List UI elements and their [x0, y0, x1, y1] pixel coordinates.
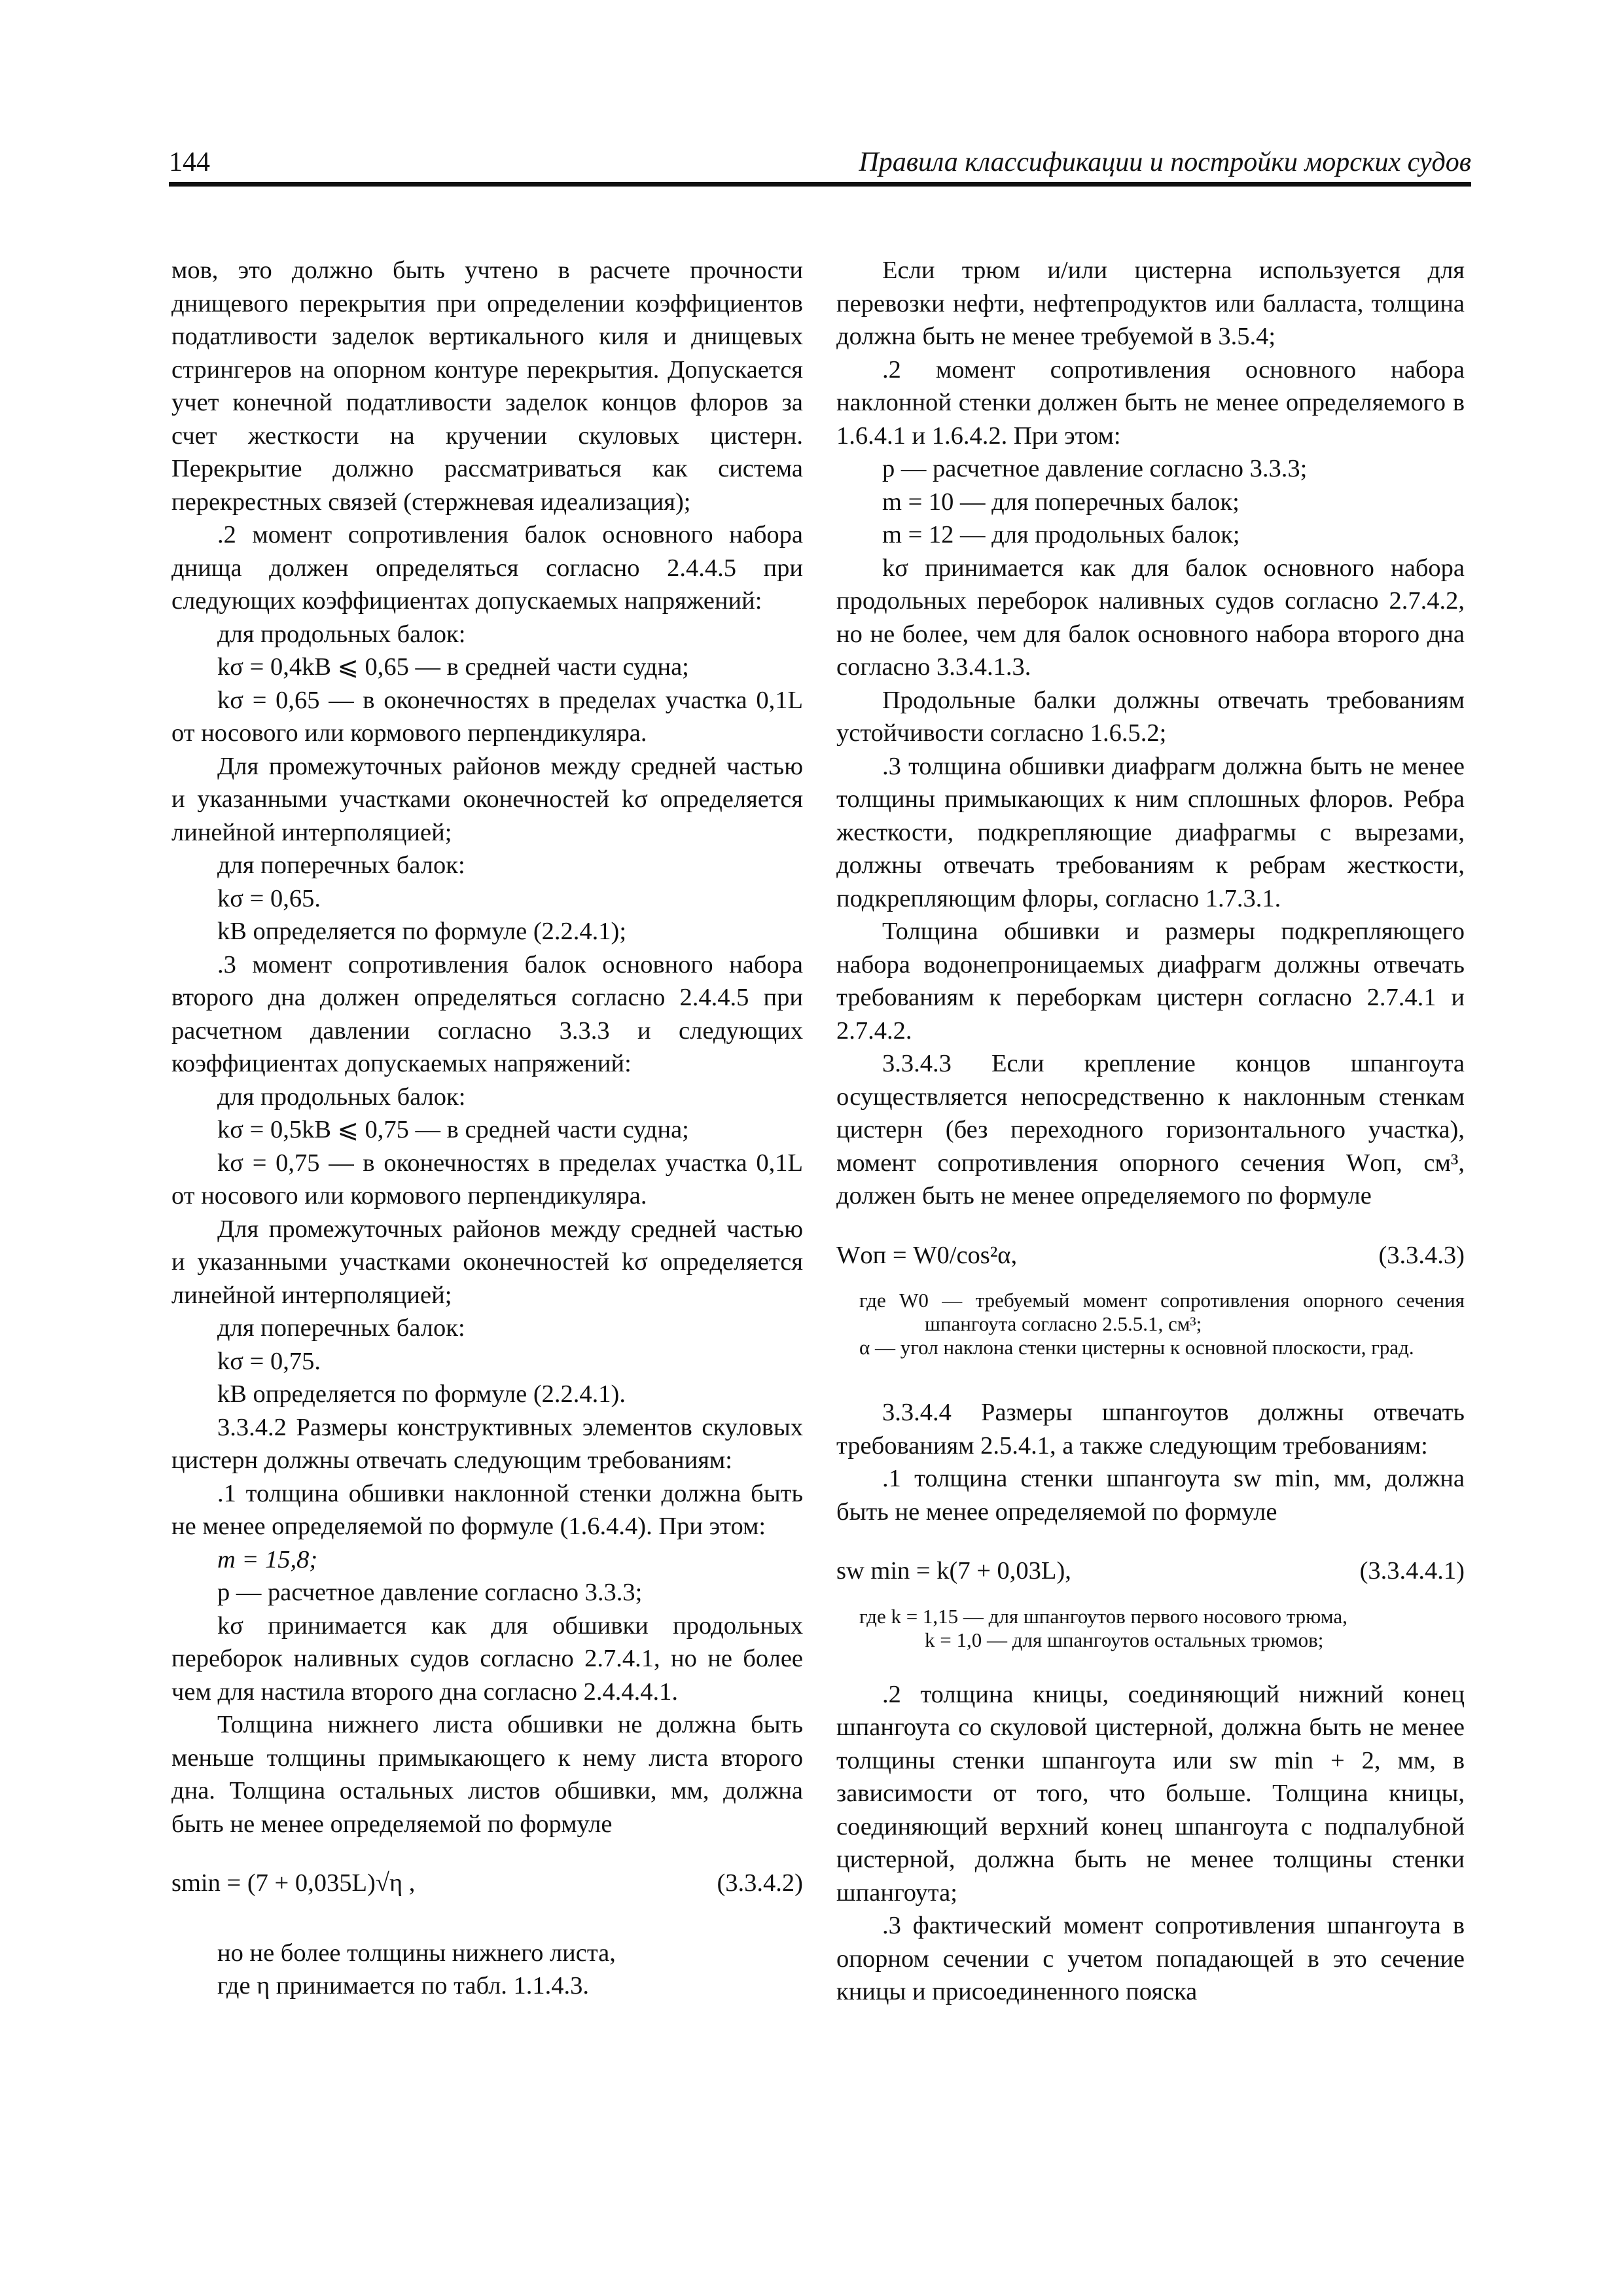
section-3-3-4-3: 3.3.4.3 Если крепление концов шпангоута осуществляется непосредственно к наклонным стенкам цистерн (без переходного горизонтального участка), момент сопротивления опорного сечения Wоп, см³, должен быть не менее определяемого по формуле	[836, 1050, 1465, 1210]
paragraph: kB определяется по формуле (2.2.4.1).	[217, 1380, 626, 1408]
paragraph: Для промежуточных районов между средней частью и указанными участками оконечностей kσ определяется линейной интерполяцией;	[171, 752, 803, 846]
paragraph: .2 момент сопротивления основного набора наклонной стенки должен быть не менее определяемого в 1.6.4.1 и 1.6.4.2. При этом:	[836, 355, 1465, 450]
paragraph: kσ принимается как для обшивки продольных переборок наливных судов согласно 2.7.4.1, но не более чем для настила второго дна согласно 2.4.4.4.1.	[171, 1611, 803, 1706]
formula-line: kσ = 0,65 — в оконечностях в пределах участка 0,1L от носового или кормового перпендикуляра.	[171, 686, 803, 747]
section-3-3-4-2: 3.3.4.2 Размеры конструктивных элементов скуловых цистерн должны отвечать следующим требованиям:	[171, 1413, 803, 1474]
paragraph: kB определяется по формуле (2.2.4.1);	[217, 918, 627, 945]
paragraph: .1 толщина обшивки наклонной стенки должна быть не менее определяемой по формуле (1.6.4.4). При этом:	[171, 1479, 803, 1540]
formula-line: m = 10 — для поперечных балок;	[882, 488, 1240, 516]
formula-line: kσ = 0,75.	[217, 1347, 321, 1375]
equation-note: α — угол наклона стенки цистерны к основной плоскости, град.	[859, 1336, 1414, 1359]
equation-note: где k = 1,15 — для шпангоутов первого носового трюма,	[859, 1604, 1347, 1628]
section-3-3-4-4: 3.3.4.4 Размеры шпангоутов должны отвечать требованиям 2.5.4.1, а также следующим требованиям:	[836, 1399, 1465, 1460]
paragraph: для продольных балок:	[217, 620, 466, 648]
equation-3-3-4-2	[171, 1867, 803, 1900]
page-number: 144	[169, 147, 210, 177]
paragraph: Для промежуточных районов между средней частью и указанными участками оконечностей kσ определяется линейной интерполяцией;	[171, 1215, 803, 1309]
paragraph: .3 момент сопротивления балок основного набора второго дна должен определяться согласно 2.4.4.5 при расчетном давлении согласно 3.3.3 и следующих коэффициентах допускаемых напряжений:	[171, 950, 803, 1077]
formula-line: m = 15,8;	[217, 1545, 318, 1573]
formula-line: kσ = 0,75 — в оконечностях в пределах участка 0,1L от носового или кормового перпендикуляра.	[171, 1149, 803, 1210]
formula-line: kσ = 0,4kB ⩽ 0,65 — в средней части судна;	[217, 653, 689, 681]
paragraph: kσ принимается как для балок основного набора продольных переборок наливных судов согласно 2.7.4.2, но не более, чем для балок основного набора второго дна согласно 3.3.4.1.3.	[836, 554, 1465, 681]
paragraph: для поперечных балок:	[217, 1314, 465, 1342]
formula-line: kσ = 0,5kB ⩽ 0,75 — в средней части судна;	[217, 1116, 689, 1143]
page-header	[169, 143, 1471, 187]
paragraph: для продольных балок:	[217, 1083, 466, 1111]
equation-body: Wоп = W0/cos²α,	[836, 1241, 1018, 1269]
paragraph: но не более толщины нижнего листа,	[217, 1939, 616, 1967]
paragraph: для поперечных балок:	[217, 852, 465, 879]
left-column	[171, 254, 803, 2003]
equation-body: sw min = k(7 + 0,03L),	[836, 1557, 1071, 1585]
paragraph: где η принимается по табл. 1.1.4.3.	[217, 1972, 590, 2000]
right-column	[836, 254, 1465, 2009]
paragraph: .2 толщина кницы, соединяющий нижний конец шпангоута со скуловой цистерной, должна быть не менее толщины стенки шпангоута или sw min + 2, мм, в зависимости от того, что больше. Толщина кницы, соединяющий верхний конец шпангоута с подпалубной цистерной, должна быть не менее толщины стенки шпангоута;	[836, 1680, 1465, 1907]
paragraph: .3 фактический момент сопротивления шпангоута в опорном сечении с учетом попадающей в это сечение кницы и присоединенного пояска	[836, 1912, 1465, 2005]
paragraph: p — расчетное давление согласно 3.3.3;	[882, 455, 1308, 482]
paragraph: .1 толщина стенки шпангоута sw min, мм, должна быть не менее определяемой по формуле	[836, 1465, 1465, 1526]
paragraph: p — расчетное давление согласно 3.3.3;	[217, 1579, 643, 1606]
formula-line: m = 12 — для продольных балок;	[882, 521, 1240, 548]
equation-body: smin = (7 + 0,035L)√η ,	[171, 1869, 416, 1897]
equation-3-3-4-3	[836, 1239, 1465, 1272]
equation-3-3-4-4-1	[836, 1554, 1465, 1588]
running-title: Правила классификации и постройки морских судов	[859, 147, 1471, 177]
paragraph: .3 толщина обшивки диафрагм должна быть не менее толщины примыкающих к ним сплошных флоров. Ребра жесткости, подкрепляющие диафрагмы с вырезами, должны отвечать требованиям к ребрам жесткости, подкрепляющим флоры, согласно 1.7.3.1.	[836, 752, 1465, 912]
equation-number: (3.3.4.2)	[717, 1869, 803, 1897]
paragraph: мов, это должно быть учтено в расчете прочности днищевого перекрытия при определении коэффициентов податливости заделок вертикального киля и днищевых стрингеров на опорном контуре перекрытия. Допускается учет конечной податливости заделок концов флоров за счет жесткости на кручении скуловых цистерн. Перекрытие должно рассматриваться как система перекрестных связей (стержневая идеализация);	[171, 257, 803, 516]
equation-note: k = 1,0 — для шпангоутов остальных трюмов;	[925, 1628, 1324, 1651]
paragraph: Если трюм и/или цистерна используется для перевозки нефти, нефтепродуктов или балласта, толщина должна быть не менее требуемой в 3.5.4;	[836, 257, 1465, 350]
equation-note: где W0 — требуемый момент сопротивления опорного сечения шпангоута согласно 2.5.5.1, см³;	[859, 1289, 1465, 1335]
formula-line: kσ = 0,65.	[217, 884, 321, 912]
paragraph: Толщина обшивки и размеры подкрепляющего набора водонепроницаемых диафрагм должны отвечать требованиям к переборкам цистерн согласно 2.7.4.1 и 2.7.4.2.	[836, 918, 1465, 1045]
equation-number: (3.3.4.3)	[1378, 1241, 1465, 1269]
paragraph: .2 момент сопротивления балок основного набора днища должен определяться согласно 2.4.4.5 при следующих коэффициентах допускаемых напряжений:	[171, 521, 803, 615]
equation-number: (3.3.4.4.1)	[1359, 1557, 1465, 1585]
paragraph: Продольные балки должны отвечать требованиям устойчивости согласно 1.6.5.2;	[836, 686, 1465, 747]
paragraph: Толщина нижнего листа обшивки не должна быть меньше толщины примыкающего к нему листа второго дна. Толщина остальных листов обшивки, мм, должна быть не менее определяемой по формуле	[171, 1711, 803, 1838]
